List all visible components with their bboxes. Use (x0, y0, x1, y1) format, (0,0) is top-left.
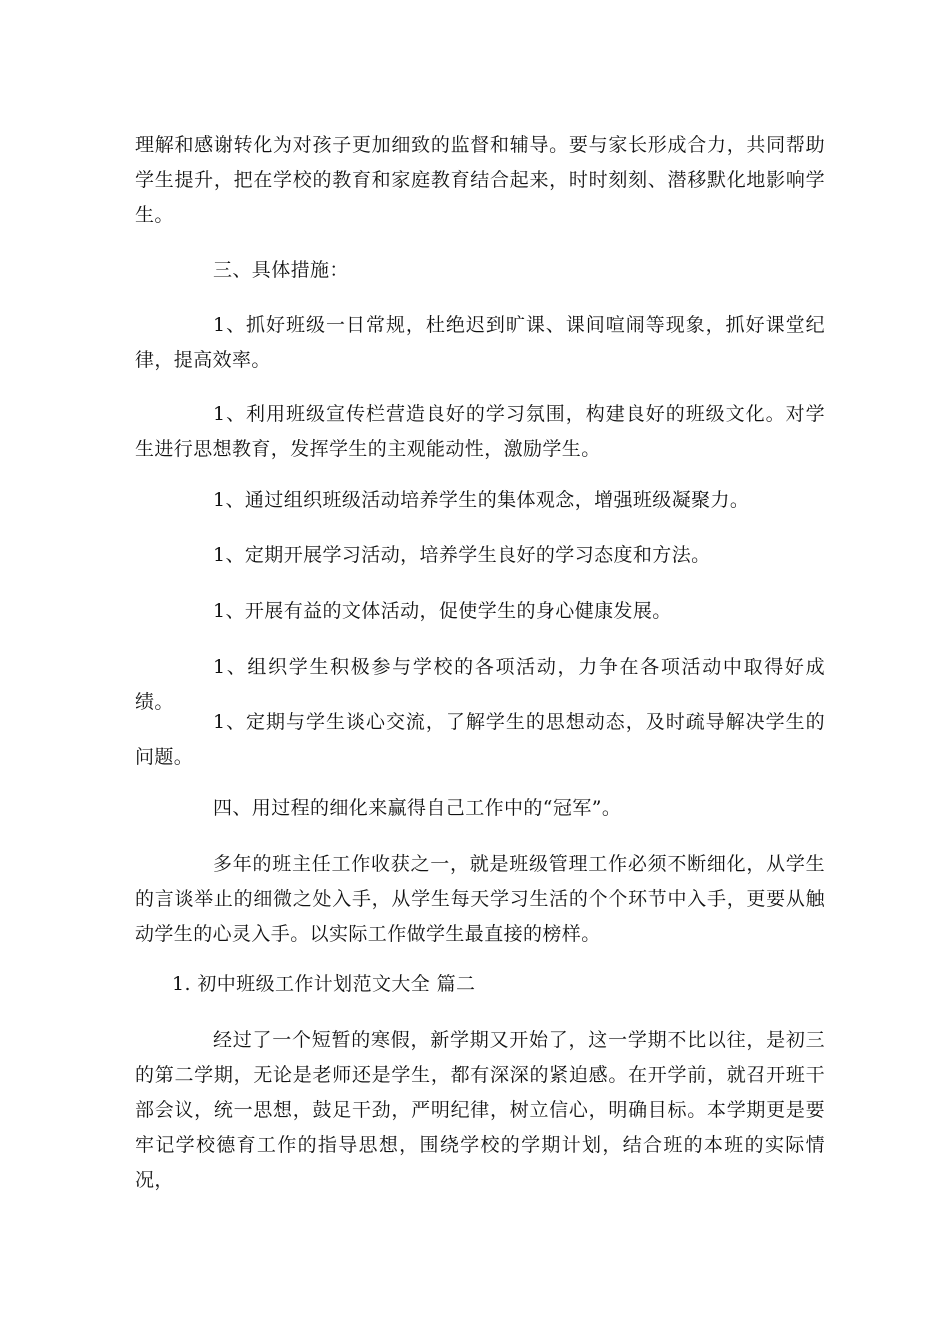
part-2-body: 经过了一个短暂的寒假，新学期又开始了，这一学期不比以往，是初三的第二学期，无论是老师还是学生，都有深深的紧迫感。在开学前，就召开班干部会议，统一思想，鼓足干劲，严明纪律，树立信心，明确目标。本学期更是要牢记学校德育工作的指导思想，围绕学校的学期计划，结合班的本班的实际情况， (135, 1029, 825, 1191)
measure-item-4: 1、定期开展学习活动，培养学生良好的学习态度和方法。 (213, 544, 711, 566)
section-4-body: 多年的班主任工作收获之一，就是班级管理工作必须不断细化，从学生的言谈举止的细微之处入手，从学生每天学习生活的个个环节中入手，更要从触动学生的心灵入手。以实际工作做学生最直接的榜样。 (135, 853, 825, 945)
section-3-heading: 三、具体措施： (213, 259, 349, 281)
paragraph-intro-continuation: 理解和感谢转化为对孩子更加细致的监督和辅导。要与家长形成合力，共同帮助学生提升，把在学校的教育和家庭教育结合起来，时时刻刻、潜移默化地影响学生。 (135, 134, 825, 226)
part-2-heading: 1. 初中班级工作计划范文大全 篇二 (172, 973, 476, 995)
measure-item-2: 1、利用班级宣传栏营造良好的学习氛围，构建良好的班级文化。对学生进行思想教育，发挥学生的主观能动性，激励学生。 (135, 403, 825, 460)
measure-item-6: 1、组织学生积极参与学校的各项活动，力争在各项活动中取得好成绩。 (135, 656, 825, 713)
section-4-heading: 四、用过程的细化来赢得自己工作中的“冠军”。 (213, 797, 622, 819)
measure-item-3: 1、通过组织班级活动培养学生的集体观念，增强班级凝聚力。 (213, 489, 750, 511)
measure-item-1: 1、抓好班级一日常规，杜绝迟到旷课、课间喧闹等现象，抓好课堂纪律，提高效率。 (135, 314, 825, 371)
measure-item-5: 1、开展有益的文体活动，促使学生的身心健康发展。 (213, 600, 672, 622)
measure-item-7: 1、定期与学生谈心交流，了解学生的思想动态，及时疏导解决学生的问题。 (135, 711, 825, 768)
